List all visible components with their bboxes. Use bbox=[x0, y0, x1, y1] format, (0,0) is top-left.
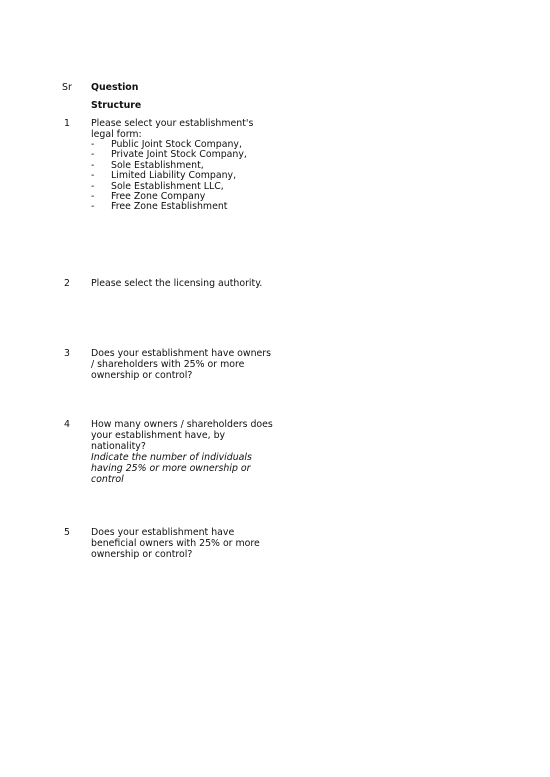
bullet-dash: - bbox=[91, 180, 95, 192]
row-number: 2 bbox=[64, 278, 70, 289]
option-label: Sole Establishment, bbox=[111, 159, 204, 171]
row-number: 1 bbox=[64, 118, 70, 129]
question-column-header: Question bbox=[91, 82, 139, 93]
section-title: Structure bbox=[91, 100, 142, 111]
option-label: Limited Liability Company, bbox=[111, 170, 237, 182]
question-note: Indicate the number of individuals having 25% or more ownership or control bbox=[91, 452, 252, 485]
bullet-dash: - bbox=[91, 191, 95, 203]
row-number: 3 bbox=[64, 348, 70, 359]
question-text: Does your establishment have beneficial owners with 25% or more ownership or control? bbox=[91, 527, 260, 560]
row-number: 5 bbox=[64, 527, 70, 538]
question-text: Please select your establishment's legal form: bbox=[91, 118, 254, 140]
sr-column-header: Sr bbox=[62, 82, 72, 93]
list-item bbox=[91, 202, 247, 212]
bullet-dash: - bbox=[91, 201, 95, 213]
legal-form-options-list bbox=[91, 140, 247, 213]
question-text: How many owners / shareholders does your establishment have, by nationality? bbox=[91, 419, 273, 452]
question-text: Does your establishment have owners / shareholders with 25% or more ownership or control? bbox=[91, 348, 272, 381]
question-text: Please select the licensing authority. bbox=[91, 278, 263, 289]
bullet-dash: - bbox=[91, 159, 95, 171]
bullet-dash: - bbox=[91, 149, 95, 161]
option-label: Free Zone Company bbox=[111, 191, 206, 203]
option-label: Private Joint Stock Company, bbox=[111, 149, 247, 161]
bullet-dash: - bbox=[91, 170, 95, 182]
option-label: Sole Establishment LLC, bbox=[111, 180, 224, 192]
option-label: Public Joint Stock Company, bbox=[111, 139, 242, 150]
row-number: 4 bbox=[64, 419, 70, 430]
option-label: Free Zone Establishment bbox=[111, 201, 228, 213]
bullet-dash: - bbox=[91, 139, 95, 150]
